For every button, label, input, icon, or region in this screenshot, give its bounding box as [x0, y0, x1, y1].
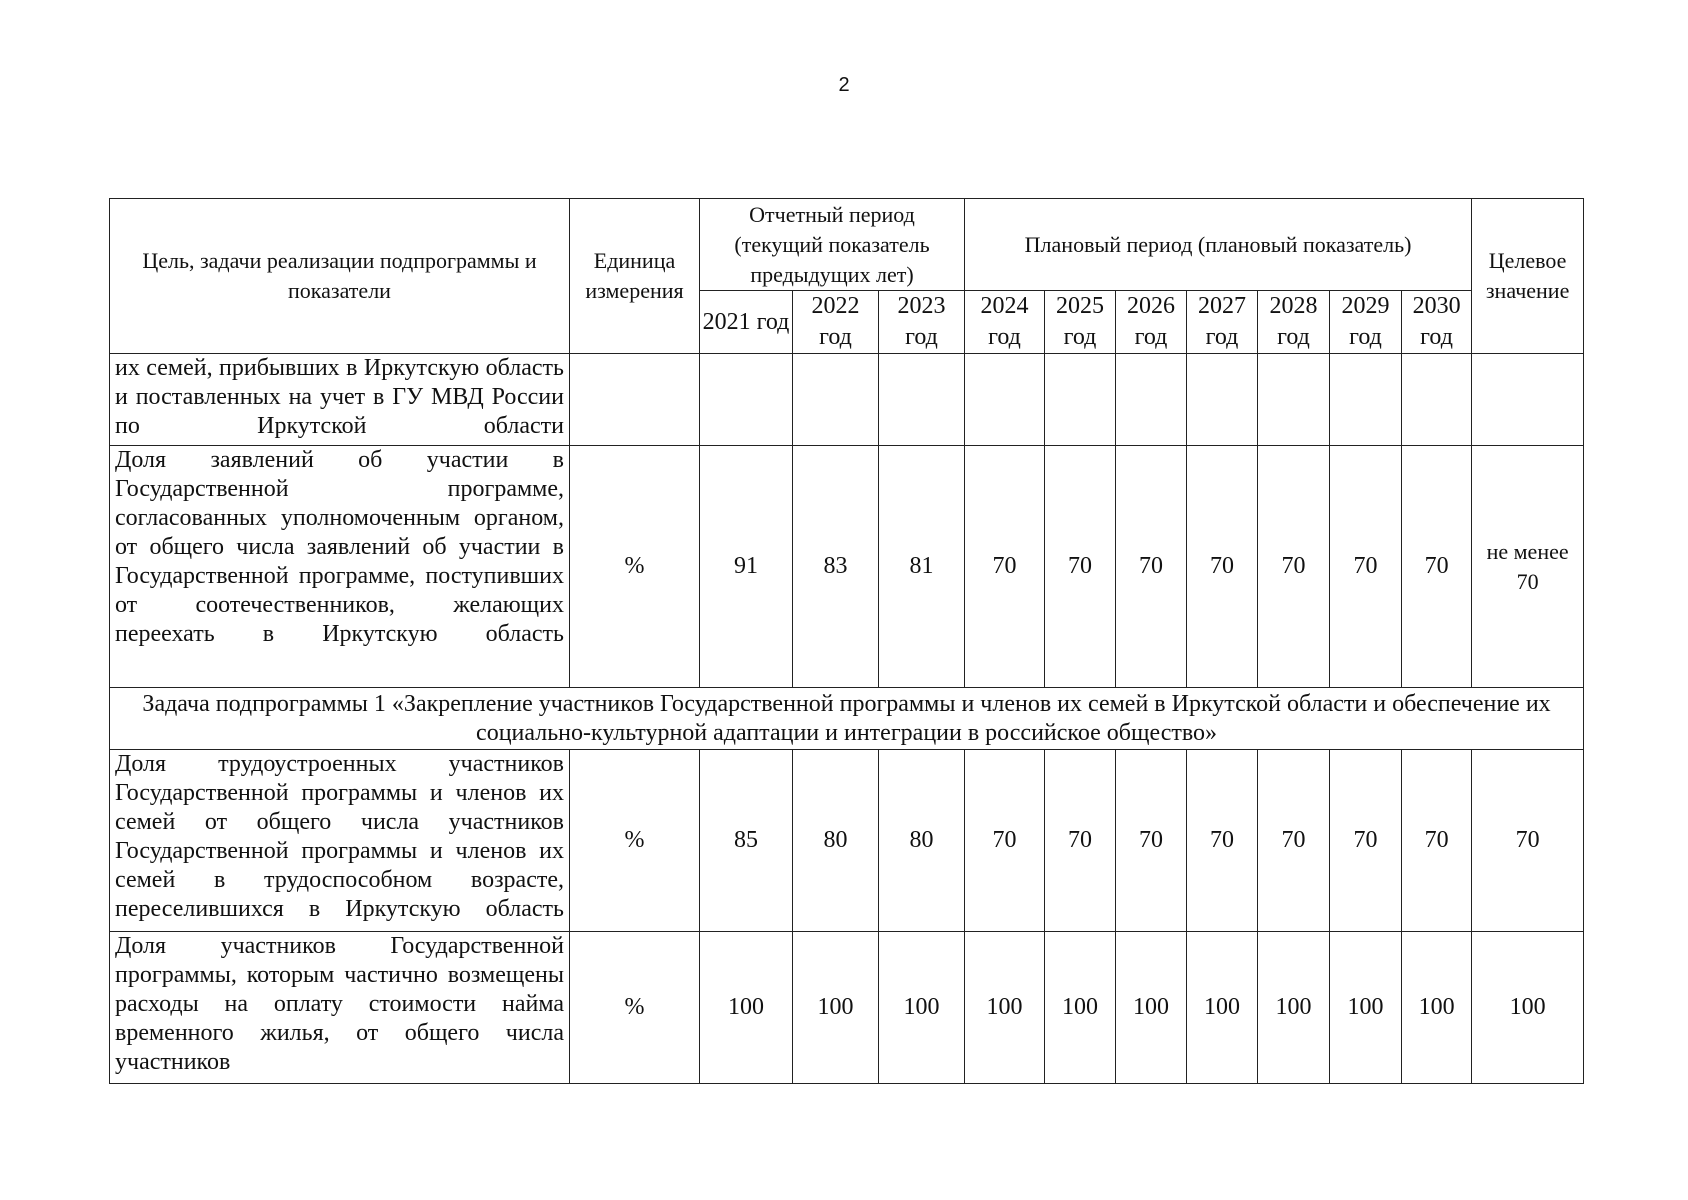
- value-cell: [1045, 354, 1116, 446]
- value-cell: [965, 354, 1045, 446]
- value-cell: [1116, 354, 1187, 446]
- value-cell: 100: [1402, 932, 1472, 1084]
- target-cell: 100: [1472, 932, 1584, 1084]
- value-cell: [1330, 354, 1402, 446]
- value-cell: 70: [1045, 446, 1116, 688]
- value-cell: 100: [1187, 932, 1258, 1084]
- value-cell: [1402, 354, 1472, 446]
- unit-cell: %: [570, 446, 700, 688]
- value-cell: 100: [1258, 932, 1330, 1084]
- value-cell: 81: [879, 446, 965, 688]
- value-cell: 70: [1116, 446, 1187, 688]
- header-year: 2027 год: [1187, 291, 1258, 354]
- value-cell: 70: [1402, 750, 1472, 932]
- value-cell: 100: [1330, 932, 1402, 1084]
- value-cell: 70: [965, 446, 1045, 688]
- header-year: 2028 год: [1258, 291, 1330, 354]
- value-cell: 100: [700, 932, 793, 1084]
- header-unit: Единица измерения: [570, 199, 700, 354]
- value-cell: 100: [879, 932, 965, 1084]
- value-cell: 70: [1045, 750, 1116, 932]
- value-cell: [700, 354, 793, 446]
- value-cell: 70: [1187, 750, 1258, 932]
- indicator-text: Доля трудоустроенных участников Государственной программы и членов их семей от общего числа участников Государственной программы и членов их семей в трудоспособном возрасте, переселившихся в Иркутскую область: [110, 750, 570, 932]
- header-planned-period: Плановый период (плановый показатель): [965, 199, 1472, 291]
- indicator-text: их семей, прибывших в Иркутскую область и поставленных на учет в ГУ МВД России по Иркутской области: [110, 354, 570, 446]
- header-year: 2029 год: [1330, 291, 1402, 354]
- header-goal: Цель, задачи реализации подпрограммы и показатели: [110, 199, 570, 354]
- header-year: 2026 год: [1116, 291, 1187, 354]
- header-year: 2023 год: [879, 291, 965, 354]
- indicator-text: Доля участников Государственной программы, которым частично возмещены расходы на оплату стоимости найма временного жилья, от общего числа участников: [110, 932, 570, 1084]
- value-cell: 100: [793, 932, 879, 1084]
- header-year: 2024 год: [965, 291, 1045, 354]
- value-cell: 70: [1258, 446, 1330, 688]
- indicator-text: Доля заявлений об участии в Государственной программе, согласованных уполномоченным органом, от общего числа заявлений об участии в Государственной программе, поступивших от соотечественников, желающих переехать в Иркутскую область: [110, 446, 570, 688]
- table-row: [110, 750, 1584, 932]
- value-cell: 70: [965, 750, 1045, 932]
- unit-cell: %: [570, 932, 700, 1084]
- table-row: [110, 932, 1584, 1084]
- target-cell: не менее 70: [1472, 446, 1584, 688]
- header-reporting-period: Отчетный период (текущий показатель предыдущих лет): [700, 199, 965, 291]
- value-cell: 91: [700, 446, 793, 688]
- value-cell: 70: [1187, 446, 1258, 688]
- header-year: 2022 год: [793, 291, 879, 354]
- header-year: 2025 год: [1045, 291, 1116, 354]
- value-cell: 100: [1116, 932, 1187, 1084]
- value-cell: 80: [879, 750, 965, 932]
- value-cell: 70: [1116, 750, 1187, 932]
- value-cell: 83: [793, 446, 879, 688]
- task-text: Задача подпрограммы 1 «Закрепление участников Государственной программы и членов их семей в Иркутской области и обеспечение их социально-культурной адаптации и интеграции в российское общество»: [110, 688, 1584, 750]
- target-cell: [1472, 354, 1584, 446]
- value-cell: [879, 354, 965, 446]
- value-cell: 70: [1330, 446, 1402, 688]
- value-cell: 100: [1045, 932, 1116, 1084]
- value-cell: [793, 354, 879, 446]
- table-row: [110, 446, 1584, 688]
- table-row: [110, 354, 1584, 446]
- value-cell: 70: [1258, 750, 1330, 932]
- value-cell: [1187, 354, 1258, 446]
- value-cell: 100: [965, 932, 1045, 1084]
- target-cell: 70: [1472, 750, 1584, 932]
- unit-cell: %: [570, 750, 700, 932]
- header-target: Целевое значение: [1472, 199, 1584, 354]
- header-year: 2030 год: [1402, 291, 1472, 354]
- value-cell: 80: [793, 750, 879, 932]
- header-year: 2021 год: [700, 291, 793, 354]
- value-cell: 70: [1330, 750, 1402, 932]
- value-cell: 70: [1402, 446, 1472, 688]
- indicators-table: [109, 198, 1584, 1084]
- value-cell: 85: [700, 750, 793, 932]
- value-cell: [1258, 354, 1330, 446]
- unit-cell: [570, 354, 700, 446]
- task-row: [110, 688, 1584, 750]
- page-number: 2: [838, 74, 850, 96]
